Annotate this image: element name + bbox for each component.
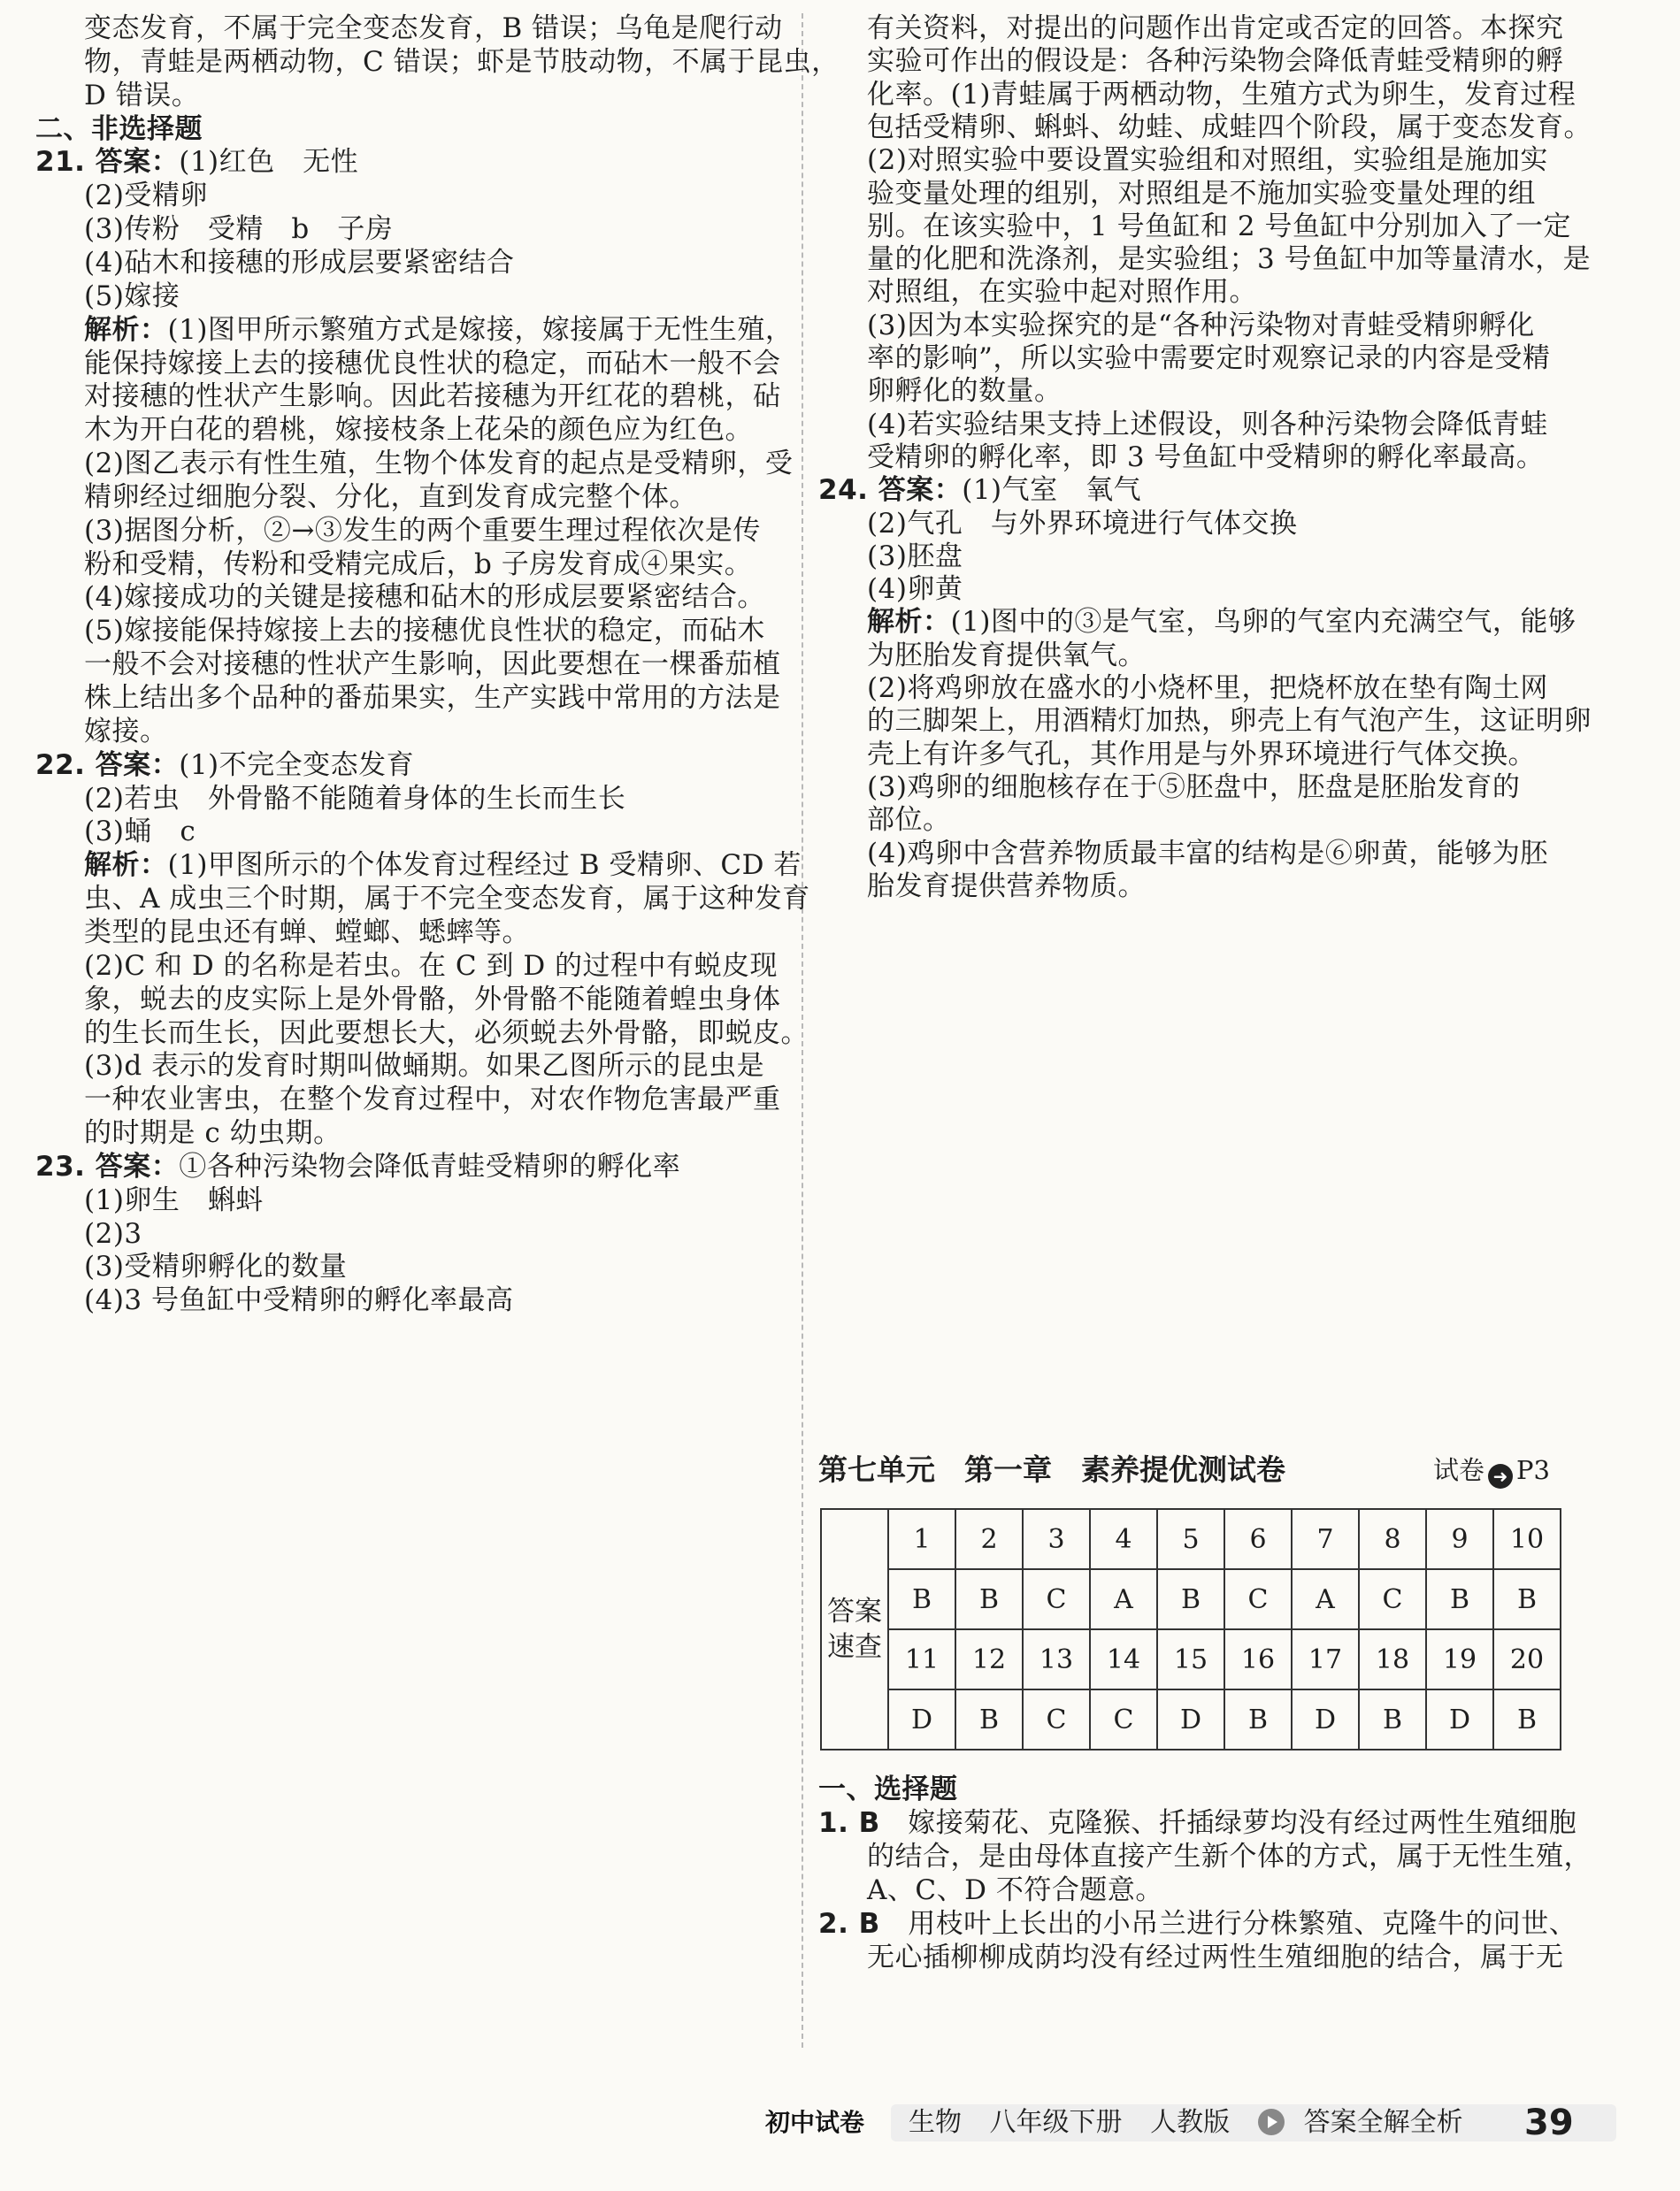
line-label: 1. B <box>818 1807 909 1839</box>
line-text: 化率。(1)青蛙属于两栖动物，生殖方式为卵生，发育过程 <box>867 78 1576 111</box>
question-number-cell: 3 <box>1023 1509 1090 1569</box>
text-line <box>867 142 1548 178</box>
paper-reference <box>1433 1451 1550 1490</box>
answer-quick-table <box>820 1508 1561 1751</box>
text-line <box>84 513 761 548</box>
line-text: A、C、D 不符合题意。 <box>867 1874 1163 1906</box>
question-number-cell: 18 <box>1359 1629 1426 1689</box>
text-line <box>867 407 1548 442</box>
text-line <box>84 579 765 615</box>
text-line <box>84 211 393 247</box>
question-number-cell: 7 <box>1292 1509 1359 1569</box>
answer-cell: B <box>1493 1689 1561 1750</box>
text-line <box>867 604 1576 640</box>
line-text: (1)甲图所示的个体发育过程经过 B 受精卵、CD 若 <box>167 849 802 882</box>
text-line <box>84 847 802 883</box>
text-line <box>84 647 781 682</box>
line-text: 用枝叶上长出的小吊兰进行分株繁殖、克隆牛的问世、 <box>908 1908 1577 1940</box>
text-line <box>35 1149 680 1184</box>
question-number-cell: 8 <box>1359 1509 1426 1569</box>
answer-cell: D <box>888 1689 955 1750</box>
line-text: 卵孵化的数量。 <box>867 375 1062 408</box>
text-line <box>867 241 1591 277</box>
text-line <box>84 44 840 80</box>
line-text: 嫁接菊花、克隆猴、扦插绿萝均没有经过两性生殖细胞 <box>908 1807 1577 1839</box>
line-text: (3)鸡卵的细胞核存在于⑤胚盘中，胚盘是胚胎发育的 <box>867 770 1521 803</box>
text-line <box>84 379 781 414</box>
text-line <box>867 571 963 607</box>
text-line <box>867 43 1564 79</box>
line-text: (2)气孔 与外界环境进行气体交换 <box>867 507 1298 540</box>
question-number-cell: 19 <box>1426 1629 1493 1689</box>
line-text: (3)因为本实验探究的是“各种污染物对青蛙受精卵孵化 <box>867 309 1535 341</box>
question-number-cell: 13 <box>1023 1629 1090 1689</box>
text-line <box>84 547 752 582</box>
question-number-cell: 14 <box>1090 1629 1157 1689</box>
question-number-cell: 1 <box>888 1509 955 1569</box>
text-line <box>35 144 358 180</box>
line-text: (2)3 <box>84 1217 142 1250</box>
line-text: (5)嫁接 <box>84 280 180 312</box>
text-line <box>867 638 1146 673</box>
table-row <box>821 1509 1561 1569</box>
text-line <box>84 312 793 348</box>
text-line <box>84 1048 764 1084</box>
answer-cell: B <box>955 1569 1023 1629</box>
question-number-cell: 4 <box>1090 1509 1157 1569</box>
text-line <box>867 1839 1592 1874</box>
line-text: (3)胚盘 <box>867 540 963 572</box>
footer-solution: 答案全解全析 <box>1303 2107 1463 2138</box>
text-line <box>84 680 781 716</box>
line-text: (4)若实验结果支持上述假设，则各种污染物会降低青蛙 <box>867 408 1548 440</box>
footer-grade: 八年级下册 <box>989 2107 1123 2138</box>
text-line <box>867 1940 1564 1975</box>
text-line <box>84 1283 514 1318</box>
text-line <box>84 479 697 515</box>
line-text: 的时期是 c 幼虫期。 <box>84 1117 341 1150</box>
text-line <box>84 412 753 448</box>
table-row <box>821 1689 1561 1750</box>
line-text: 变态发育，不属于完全变态发育，B 错误；乌龟是爬行动 <box>84 12 783 44</box>
line-text: 对接穗的性状产生影响。因此若接穗为开红花的碧桃，砧 <box>84 380 781 413</box>
question-number-cell: 12 <box>955 1629 1023 1689</box>
answer-cell: D <box>1157 1689 1224 1750</box>
answer-cell: B <box>1224 1689 1292 1750</box>
line-text: (1)图中的③是气室，鸟卵的气室内充满空气，能够 <box>950 606 1576 639</box>
line-label: 解析： <box>84 313 168 346</box>
text-line <box>867 539 963 574</box>
footer-brand: 初中试卷 <box>765 2108 865 2137</box>
line-text: (4)3 号鱼缸中受精卵的孵化率最高 <box>84 1284 514 1317</box>
line-label: 21. 答案： <box>35 146 180 179</box>
answer-cell: B <box>1426 1569 1493 1629</box>
line-text: D 错误。 <box>84 79 200 111</box>
line-text: 一种农业害虫，在整个发育过程中，对农作物危害最严重 <box>84 1084 781 1116</box>
line-text: 无心插柳柳成荫均没有经过两性生殖细胞的结合，属于无 <box>867 1942 1564 1973</box>
text-line <box>84 1216 142 1252</box>
footer-subject-bar <box>891 2104 1616 2141</box>
text-line <box>84 881 810 916</box>
text-line <box>84 948 778 984</box>
text-line <box>867 176 1536 211</box>
unit-heading: 第七单元 第一章 素养提优测试卷 <box>818 1452 1285 1487</box>
question-number-cell: 6 <box>1224 1509 1292 1569</box>
line-text: 壳上有许多气孔，其作用是与外界环境进行气体交换。 <box>867 738 1536 770</box>
text-line <box>867 737 1536 772</box>
line-text: 精卵经过细胞分裂、分化，直到发育成完整个体。 <box>84 480 697 513</box>
answer-cell: D <box>1292 1689 1359 1750</box>
text-line <box>818 1805 1576 1841</box>
line-text: 象，蜕去的皮实际上是外骨骼，外骨骼不能随着蝗虫身体 <box>84 983 781 1015</box>
line-text: 的三脚架上，用酒精灯加热，卵壳上有气泡产生，这证明卵 <box>867 705 1592 738</box>
line-label: 解析： <box>867 606 951 639</box>
question-number-cell: 20 <box>1493 1629 1561 1689</box>
answer-cell: A <box>1090 1569 1157 1629</box>
question-number-cell: 16 <box>1224 1629 1292 1689</box>
table-row <box>821 1629 1561 1689</box>
answer-cell: C <box>1023 1689 1090 1750</box>
text-line <box>867 836 1548 871</box>
text-line <box>84 781 625 816</box>
page-footer <box>756 2103 1641 2147</box>
footer-subject: 生物 <box>909 2107 962 2138</box>
line-text: ①各种污染物会降低青蛙受精卵的孵化率 <box>179 1150 681 1183</box>
paper-ref-label: 试卷 <box>1433 1455 1485 1485</box>
line-text: 粉和受精，传粉和受精完成后，b 子房发育成④果实。 <box>84 548 753 580</box>
text-line <box>84 1082 781 1117</box>
line-text: 嫁接。 <box>84 715 168 747</box>
answer-cell: B <box>1157 1569 1224 1629</box>
text-line <box>84 714 168 749</box>
question-number-cell: 2 <box>955 1509 1023 1569</box>
text-line <box>867 670 1548 706</box>
line-text: (3)传粉 受精 b 子房 <box>84 213 394 246</box>
text-line <box>84 814 196 849</box>
line-label: 2. B <box>818 1908 909 1940</box>
text-line <box>84 11 783 46</box>
line-text: (1)不完全变态发育 <box>179 748 415 781</box>
text-line <box>867 77 1576 112</box>
text-line <box>867 209 1571 244</box>
arrow-right-icon: ➜ <box>1488 1464 1513 1489</box>
line-text: 能保持嫁接上去的接穗优良性状的稳定，而砧木一般不会 <box>84 347 781 379</box>
line-text: 类型的昆虫还有蝉、螳螂、蟋蟀等。 <box>84 915 530 948</box>
question-number-cell: 11 <box>888 1629 955 1689</box>
text-line <box>84 613 765 648</box>
line-text: 率的影响”，所以实验中需要定时观察记录的内容是受精 <box>867 342 1551 374</box>
text-line <box>84 1249 347 1284</box>
text-line <box>867 1873 1163 1908</box>
line-text: (3)蛹 c <box>84 816 196 848</box>
text-line <box>84 982 781 1017</box>
line-text: (2)将鸡卵放在盛水的小烧杯里，把烧杯放在垫有陶土网 <box>867 672 1548 704</box>
line-text: 有关资料，对提出的问题作出肯定或否定的回答。本探究 <box>867 12 1564 44</box>
line-text: 部位。 <box>867 804 951 837</box>
line-text: (4)鸡卵中含营养物质最丰富的结构是⑥卵黄，能够为胚 <box>867 837 1548 870</box>
text-line <box>867 802 951 838</box>
line-text: (2)C 和 D 的名称是若虫。在 C 到 D 的过程中有蜕皮现 <box>84 949 779 982</box>
line-text: (3)受精卵孵化的数量 <box>84 1251 348 1283</box>
answer-cell: B <box>1359 1689 1426 1750</box>
text-line <box>84 446 793 481</box>
text-line <box>84 245 514 280</box>
line-text: (2)图乙表示有性生殖，生物个体发育的起点是受精卵，受 <box>84 448 794 480</box>
page-number: 39 <box>1524 2103 1574 2143</box>
text-line <box>818 1906 1576 1942</box>
text-line <box>84 1115 341 1151</box>
question-number-cell: 17 <box>1292 1629 1359 1689</box>
text-line <box>84 279 180 314</box>
answer-cell: A <box>1292 1569 1359 1629</box>
text-line <box>867 506 1297 541</box>
line-text: (4)卵黄 <box>867 573 963 606</box>
line-text: (3)据图分析，②→③发生的两个重要生理过程依次是传 <box>84 514 761 547</box>
text-line <box>35 111 203 147</box>
text-line <box>867 274 1257 310</box>
answer-table-label: 答案速查 <box>821 1509 888 1750</box>
table-row <box>821 1569 1561 1629</box>
question-number-cell: 5 <box>1157 1509 1224 1569</box>
text-line <box>35 747 414 783</box>
answer-cell: B <box>1493 1569 1561 1629</box>
answer-cell: B <box>888 1569 955 1629</box>
text-line <box>867 341 1550 376</box>
question-number-cell: 9 <box>1426 1509 1493 1569</box>
text-line <box>84 178 208 213</box>
text-line <box>867 770 1520 805</box>
line-text: (1)气室 氧气 <box>962 474 1142 507</box>
line-text: 株上结出多个品种的番茄果实，生产实践中常用的方法是 <box>84 682 781 714</box>
question-number-cell: 15 <box>1157 1629 1224 1689</box>
question-number-cell: 10 <box>1493 1509 1561 1569</box>
line-text: 别。在该实验中，1 号鱼缸和 2 号鱼缸中分别加入了一定 <box>867 210 1572 242</box>
line-text: 实验可作出的假设是：各种污染物会降低青蛙受精卵的孵 <box>867 45 1564 78</box>
text-line <box>84 915 530 950</box>
line-text: 的生长而生长，因此要想长大，必须蜕去外骨骼，即蜕皮。 <box>84 1016 809 1049</box>
line-text: (2)对照实验中要设置实验组和对照组，实验组是施加实 <box>867 144 1548 177</box>
footer-edition: 人教版 <box>1150 2107 1231 2138</box>
text-line <box>84 1015 809 1051</box>
line-label: 22. 答案： <box>35 748 180 781</box>
text-line <box>867 703 1592 739</box>
line-text: (1)红色 无性 <box>179 146 359 179</box>
line-text: (4)嫁接成功的关键是接穗和砧木的形成层要紧密结合。 <box>84 581 765 614</box>
line-text: 的结合，是由母体直接产生新个体的方式，属于无性生殖， <box>867 1841 1592 1873</box>
line-text: (4)砧木和接穗的形成层要紧密结合 <box>84 246 515 279</box>
line-text: 包括受精卵、蝌蚪、幼蛙、成蛙四个阶段，属于变态发育。 <box>867 111 1592 143</box>
line-text: 虫、A 成虫三个时期，属于不完全变态发育，属于这种发育 <box>84 883 810 915</box>
line-text: (2)若虫 外骨骼不能随着身体的生长而生长 <box>84 782 626 815</box>
text-line <box>84 346 781 381</box>
line-text: (2)受精卵 <box>84 180 208 212</box>
text-line <box>867 308 1535 343</box>
text-line <box>867 869 1146 904</box>
answer-cell: C <box>1224 1569 1292 1629</box>
answer-cell: D <box>1426 1689 1493 1750</box>
line-text: 验变量处理的组别，对照组是不施加实验变量处理的组 <box>867 177 1536 210</box>
text-line <box>867 440 1544 475</box>
answer-cell: C <box>1023 1569 1090 1629</box>
line-text: 物，青蛙是两栖动物，C 错误；虾是节肢动物，不属于昆虫， <box>84 45 840 78</box>
line-text: 一般不会对接穗的性状产生影响，因此要想在一棵番茄植 <box>84 648 781 681</box>
line-text: 对照组，在实验中起对照作用。 <box>867 276 1257 309</box>
line-label: 23. 答案： <box>35 1150 180 1183</box>
paper-ref-page: P3 <box>1516 1455 1550 1485</box>
text-line <box>84 1183 264 1218</box>
line-text: (3)d 表示的发育时期叫做蛹期。如果乙图所示的昆虫是 <box>84 1050 765 1083</box>
text-line <box>867 373 1062 409</box>
line-text: 受精卵的孵化率，即 3 号鱼缸中受精卵的孵化率最高。 <box>867 440 1545 473</box>
line-text: 胎发育提供营养物质。 <box>867 870 1146 902</box>
line-text: 量的化肥和洗涤剂，是实验组；3 号鱼缸中加等量清水，是 <box>867 243 1592 276</box>
line-label: 二、非选择题 <box>35 112 203 145</box>
line-text: (1)卵生 蝌蚪 <box>84 1184 264 1216</box>
line-text: (1)图甲所示繁殖方式是嫁接，嫁接属于无性生殖， <box>167 313 794 346</box>
line-label: 24. 答案： <box>818 474 963 507</box>
text-line <box>867 110 1592 145</box>
line-text: 为胚胎发育提供氧气。 <box>867 639 1146 671</box>
text-line <box>84 78 199 113</box>
text-line <box>818 472 1141 508</box>
text-line <box>867 11 1564 46</box>
play-icon <box>1258 2109 1285 2135</box>
line-label: 解析： <box>84 849 168 882</box>
text-line <box>818 1772 958 1807</box>
line-text: (5)嫁接能保持嫁接上去的接穗优良性状的稳定，而砧木 <box>84 615 765 647</box>
line-text: 木为开白花的碧桃，嫁接枝条上花朵的颜色应为红色。 <box>84 414 753 447</box>
answer-cell: C <box>1090 1689 1157 1750</box>
line-label: 一、选择题 <box>818 1773 958 1805</box>
answer-cell: C <box>1359 1569 1426 1629</box>
answer-cell: B <box>955 1689 1023 1750</box>
